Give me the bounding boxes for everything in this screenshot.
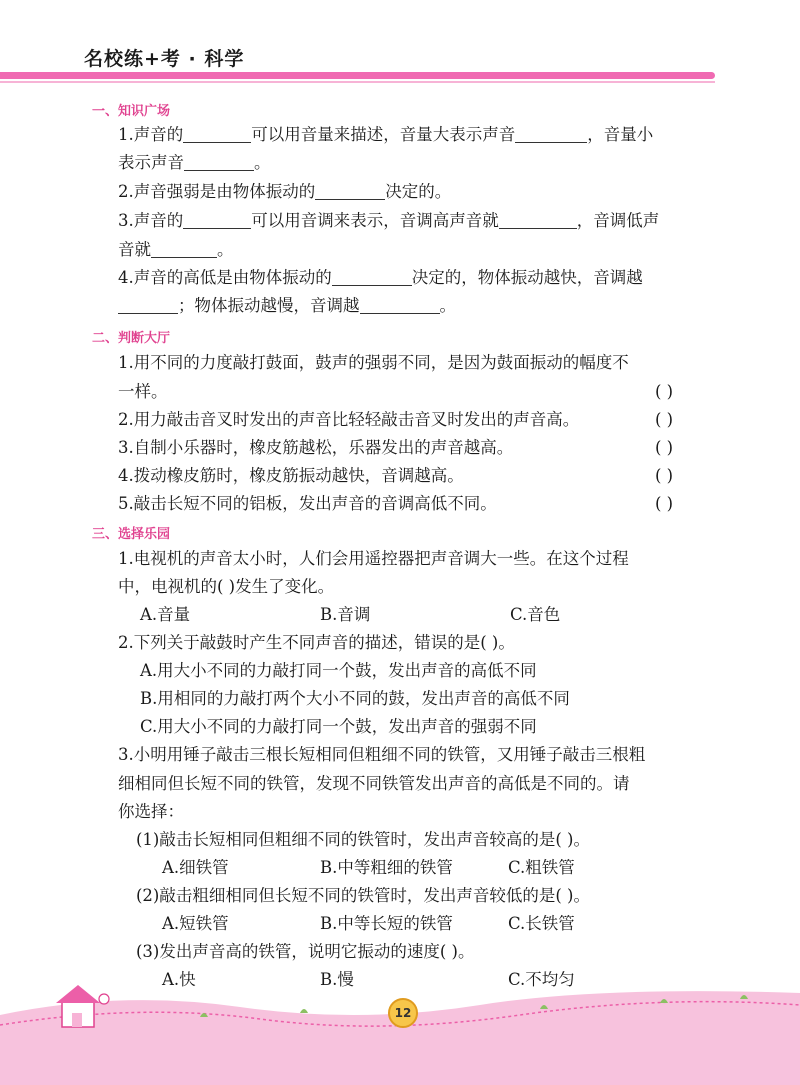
- judge-paren-1[interactable]: ( ): [655, 382, 674, 401]
- s1-q4-line2: ；物体振动越慢，音调越 。: [118, 295, 456, 317]
- answer-blank[interactable]: [183, 125, 251, 143]
- option-a[interactable]: A.短铁管: [162, 914, 229, 933]
- s2-q5: 5.敲击长短不同的铝板，发出声音的音调高低不同。: [118, 494, 497, 513]
- option-b[interactable]: B.音调: [320, 605, 371, 624]
- judge-paren-2[interactable]: ( ): [655, 410, 674, 429]
- s3-q3-sub1: (1)敲击长短相同但粗细不同的铁管时，发出声音较高的是( )。: [136, 830, 590, 849]
- answer-blank[interactable]: [151, 240, 217, 258]
- answer-blank[interactable]: [118, 296, 178, 314]
- option-a[interactable]: A.快: [162, 970, 196, 989]
- s2-q1-line1: 1.用不同的力度敲打鼓面，鼓声的强弱不同，是因为鼓面振动的幅度不: [118, 353, 629, 372]
- section-title-3: 三、选择乐园: [92, 527, 171, 542]
- s2-q2: 2.用力敲击音叉时发出的声音比轻轻敲击音叉时发出的声音高。: [118, 410, 580, 429]
- s3-q3-sub3: (3)发出声音高的铁管，说明它振动的速度( )。: [136, 942, 475, 961]
- s1-q4-line1: 4.声音的高低是由物体振动的 决定的，物体振动越快，音调越: [118, 268, 643, 287]
- s2-q1-line2: 一样。: [118, 382, 168, 401]
- s2-q3: 3.自制小乐器时，橡皮筋越松，乐器发出的声音越高。: [118, 438, 514, 457]
- option-b[interactable]: B.用相同的力敲打两个大小不同的鼓，发出声音的高低不同: [140, 689, 570, 708]
- option-c[interactable]: C.用大小不同的力敲打同一个鼓，发出声音的强弱不同: [140, 717, 537, 736]
- answer-blank[interactable]: [360, 296, 440, 314]
- option-b[interactable]: B.中等粗细的铁管: [320, 858, 453, 877]
- answer-blank[interactable]: [315, 182, 385, 200]
- s1-q2: 2.声音强弱是由物体振动的 决定的。: [118, 182, 452, 201]
- s3-q2: 2.下列关于敲鼓时产生不同声音的描述，错误的是( )。: [118, 633, 515, 652]
- option-b[interactable]: B.慢: [320, 970, 354, 989]
- s3-q1-line2: 中，电视机的( )发生了变化。: [118, 577, 335, 596]
- option-a[interactable]: A.用大小不同的力敲打同一个鼓，发出声音的高低不同: [140, 661, 537, 680]
- section-title-2: 二、判断大厅: [92, 331, 171, 346]
- s1-q1-line2: 表示声音 。: [118, 153, 271, 172]
- option-c[interactable]: C.长铁管: [508, 914, 575, 933]
- s2-q4: 4.拨动橡皮筋时，橡皮筋振动越快，音调越高。: [118, 466, 464, 485]
- answer-blank[interactable]: [515, 125, 587, 143]
- option-c[interactable]: C.音色: [510, 605, 561, 624]
- s3-q3-line2: 细相同但长短不同的铁管，发现不同铁管发出声音的高低是不同的。请: [118, 774, 630, 793]
- s1-q3-line1: 3.声音的 可以用音调来表示，音调高声音就 ，音调低声: [118, 211, 660, 230]
- answer-blank[interactable]: [183, 211, 251, 229]
- s3-q3-sub2: (2)敲击粗细相同但长短不同的铁管时，发出声音较低的是( )。: [136, 886, 590, 905]
- header-bar: [0, 72, 715, 79]
- option-c[interactable]: C.不均匀: [508, 970, 575, 989]
- answer-blank[interactable]: [332, 268, 412, 286]
- judge-paren-4[interactable]: ( ): [655, 466, 674, 485]
- option-b[interactable]: B.中等长短的铁管: [320, 914, 453, 933]
- s3-q1-line1: 1.电视机的声音太小时，人们会用遥控器把声音调大一些。在这个过程: [118, 549, 629, 568]
- page-header-title: 名校练+考 · 科学: [84, 48, 245, 70]
- option-a[interactable]: A.音量: [140, 605, 191, 624]
- header-bar-thin: [0, 81, 715, 83]
- answer-blank[interactable]: [499, 211, 577, 229]
- s3-q3-line1: 3.小明用锤子敲击三根长短相同但粗细不同的铁管，又用锤子敲击三根粗: [118, 745, 646, 764]
- page-number: 12: [388, 998, 418, 1028]
- option-c[interactable]: C.粗铁管: [508, 858, 575, 877]
- s1-q3-line2: 音就 。: [118, 240, 234, 259]
- judge-paren-3[interactable]: ( ): [655, 438, 674, 457]
- judge-paren-5[interactable]: ( ): [655, 494, 674, 513]
- section-title-1: 一、知识广场: [92, 104, 171, 119]
- s1-q1-line1: 1.声音的 可以用音量来描述，音量大表示声音 ，音量小: [118, 125, 654, 144]
- s3-q3-line3: 你选择：: [118, 802, 184, 821]
- answer-blank[interactable]: [184, 153, 254, 171]
- option-a[interactable]: A.细铁管: [162, 858, 229, 877]
